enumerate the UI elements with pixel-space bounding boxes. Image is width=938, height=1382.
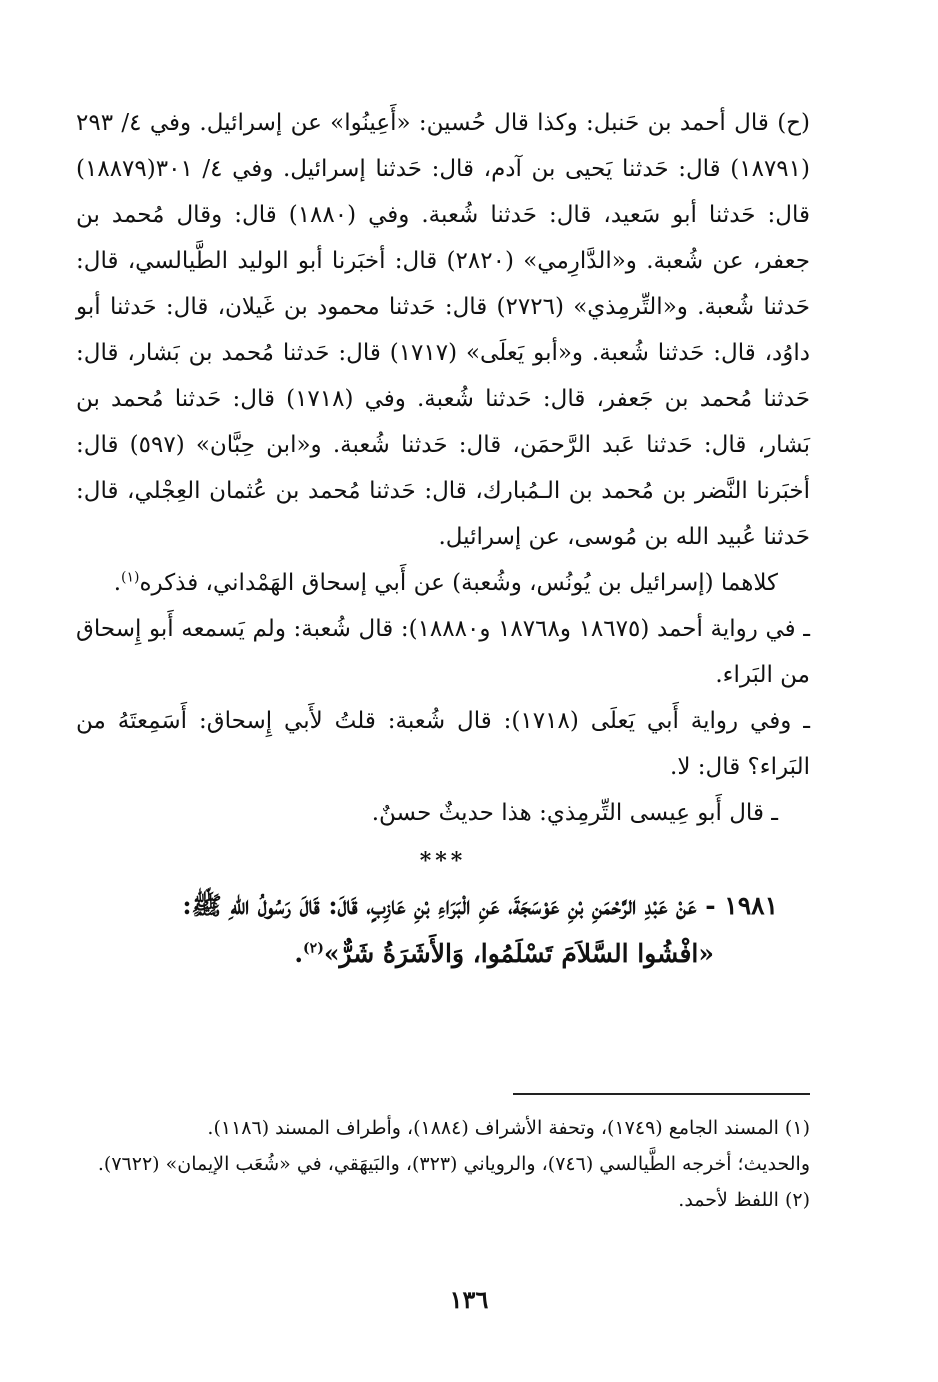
note-abu-yala: ـ وفي رواية أَبي يَعلَى (١٧١٨): قال شُعبة: قلتُ لأَبي إِسحاق: أَسَمِعتَهُ من البَراء؟ قال: لا. — [76, 708, 810, 780]
footnote-marker-1: (١) — [121, 569, 140, 586]
footnote-2: (٢) اللفظ لأحمد. — [678, 1189, 810, 1211]
footnote-divider — [513, 1093, 810, 1095]
main-text — [76, 100, 810, 978]
page-number: ١٣٦ — [449, 1285, 489, 1314]
both-narrators-line: كلاهما (إسرائيل بن يُونُس، وشُعبة) عن أَبي إسحاق الهَمْداني، فذكره$^{(١)}$. — [113, 569, 778, 596]
hadith-matn: «افْشُوا السَّلاَمَ تَسْلَمُوا، وَالأَشَرَةُ شَرٌّ»$^{(٢)}$. — [294, 939, 714, 968]
both-narrators-text: كلاهما (إسرائيل بن يُونُس، وشُعبة) عن أَبي إسحاق الهَمْداني، فذكره — [139, 570, 778, 596]
takhrij-paragraph: (ح) قال أحمد بن حَنبل: وكذا قال حُسين: «أَعِينُوا» عن إسرائيل. وفي ٤/ ٢٩٣ (١٨٧٩١) قال: حَدثنا يَحيى بن آدم، قال: حَدثنا إسرائيل. وفي ٤/ ٣٠١(١٨٨٧٩) قال: حَدثنا أبو سَعيد، قال: حَدثنا شُعبة. وفي (١٨٨٠) قال: وقال مُحمد بن جعفر، عن شُعبة. و«الدَّارِمي» (٢٨٢٠) قال: أخبَرنا أبو الوليد الطَّيالسي، قال: حَدثنا شُعبة. و«التِّرمِذي» (٢٧٢٦) قال: حَدثنا محمود بن غَيلان، قال: حَدثنا أبو داوُد، قال: حَدثنا شُعبة. و«أبو يَعلَى» (١٧١٧) قال: حَدثنا مُحمد بن بَشار، قال: حَدثنا مُحمد بن جَعفر، قال: حَدثنا شُعبة. وفي (١٧١٨) قال: حَدثنا مُحمد بن بَشار، قال: حَدثنا عَبد الرَّحمَن، قال: حَدثنا شُعبة. و«ابن حِبَّان» (٥٩٧) قال: أخبَرنا النَّضر بن مُحمد بن الـمُبارك، قال: حَدثنا مُحمد بن عُثمان العِجْلي، قال: حَدثنا عُبيد الله بن مُوسى، عن إسرائيل. — [76, 110, 811, 550]
section-separator: *** — [419, 848, 467, 874]
footnote-1-continuation: والحديث؛ أخرجه الطَّيالسي (٧٤٦)، والروياني (٣٢٣)، والبَيهَقي، في «شُعَب الإيمان» (٧٦٢٢). — [97, 1153, 810, 1175]
footnote-marker-2: (٢) — [303, 940, 324, 957]
hadith-quote-text: «افْشُوا السَّلاَمَ تَسْلَمُوا، وَالأَشَرَةُ شَرٌّ» — [323, 939, 714, 968]
note-tirmidhi: ـ قال أَبو عِيسى التِّرمِذي: هذا حديثٌ حسنٌ. — [371, 800, 778, 826]
note-ahmad: ـ في رواية أحمد (١٨٦٧٥ و١٨٧٦٨ و١٨٨٨٠): قال شُعبة: ولم يَسمعه أَبو إِسحاق من البَراء. — [76, 616, 810, 688]
hadith-isnad: ١٩٨١ - عَنْ عَبْدِ الرَّحْمَنِ بْنِ عَوْسَجَةَ، عَنِ الْبَرَاءِ بْنِ عَازِبٍ، قَالَ: قَالَ رَسُولُ اللهِ ﷺ: — [182, 891, 778, 920]
footnotes — [76, 1110, 810, 1218]
footnote-1: (١) المسند الجامع (١٧٤٩)، وتحفة الأشراف (١٨٨٤)، وأطراف المسند (١١٨٦). — [207, 1117, 810, 1139]
